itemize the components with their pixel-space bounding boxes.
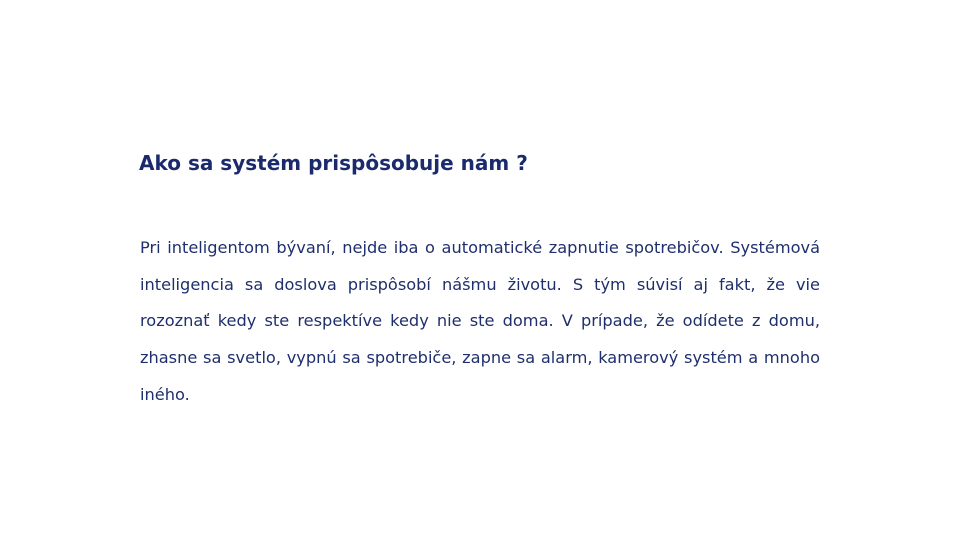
slide-title: Ako sa systém prispôsobuje nám ? bbox=[139, 151, 528, 175]
slide-body-text: Pri inteligentom bývaní, nejde iba o automatické zapnutie spotrebičov. Systémová inteligencia sa doslova prispôsobí nášmu životu. S tým súvisí aj fakt, že vie rozoznať kedy ste respektíve kedy nie ste doma. V prípade, že odídete z domu, zhasne sa svetlo, vypnú sa spotrebiče, zapne sa alarm, kamerový systém a mnoho iného. bbox=[140, 238, 820, 404]
